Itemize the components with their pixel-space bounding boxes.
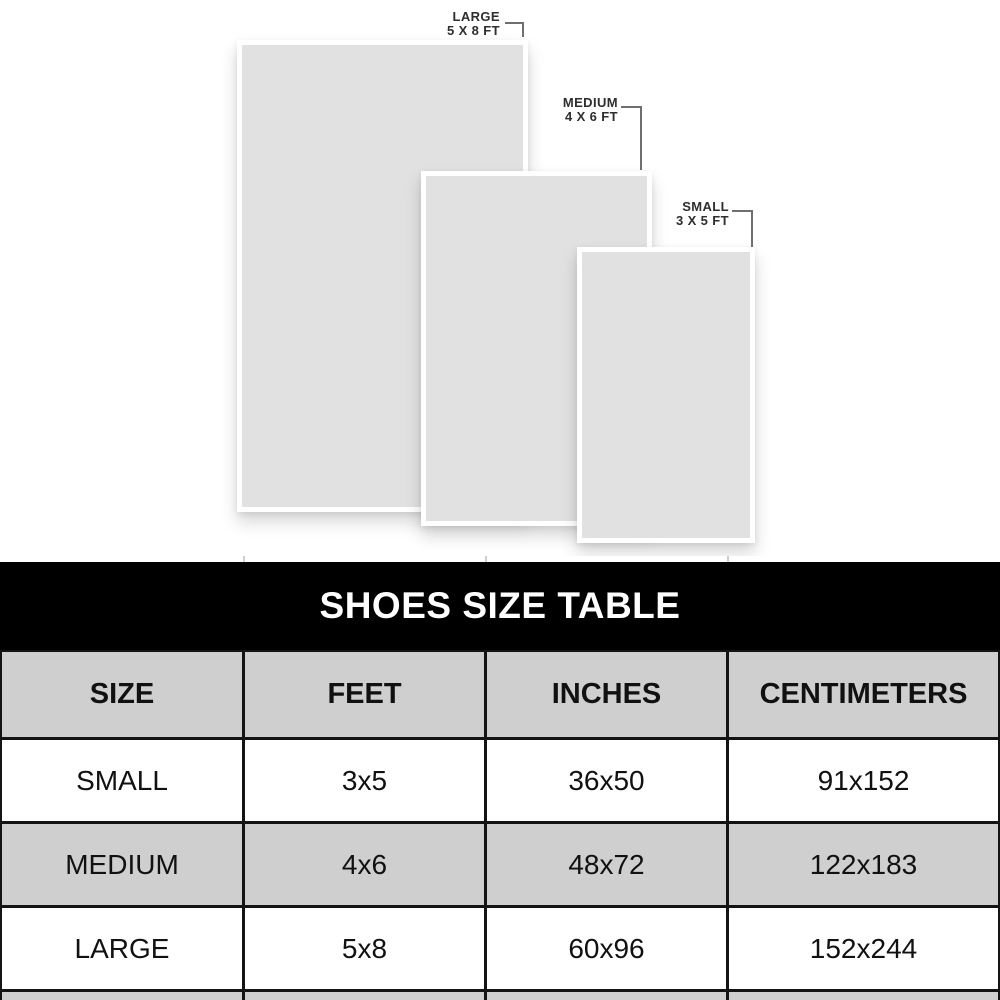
table-cell-medium-centimeters: 122x183 — [729, 824, 998, 905]
table-partial-row-cell — [245, 992, 484, 1000]
table-cell-large-feet: 5x8 — [245, 908, 484, 989]
callout-large — [400, 10, 500, 38]
size-table-section — [0, 556, 1000, 1000]
callout-medium-dimensions: 4 X 6 FT — [564, 109, 618, 124]
column-header-feet: FEET — [245, 652, 484, 737]
callout-large-label: LARGE — [452, 9, 500, 24]
table-cell-small-size: SMALL — [2, 740, 242, 821]
callout-medium-label: MEDIUM — [562, 95, 618, 110]
callout-large-line-vertical — [522, 22, 524, 37]
table-cell-medium-size: MEDIUM — [2, 824, 242, 905]
table-partial-row-cell — [729, 992, 998, 1000]
table-cell-large-inches: 60x96 — [487, 908, 726, 989]
callout-large-dimensions: 5 X 8 FT — [446, 23, 500, 38]
swatch-small — [577, 247, 755, 543]
column-header-centimeters: CENTIMETERS — [729, 652, 998, 737]
table-title-band — [0, 562, 1000, 650]
table-cell-small-feet: 3x5 — [245, 740, 484, 821]
table-title: SHOES SIZE TABLE — [319, 585, 681, 626]
callout-medium — [520, 96, 618, 124]
column-header-size: SIZE — [2, 652, 242, 737]
table-cell-large-centimeters: 152x244 — [729, 908, 998, 989]
size-table — [0, 650, 1000, 1000]
callout-small-dimensions: 3 X 5 FT — [675, 213, 729, 228]
table-cell-small-inches: 36x50 — [487, 740, 726, 821]
table-top-strip-divider — [485, 556, 487, 562]
callout-small-label: SMALL — [682, 199, 729, 214]
table-cell-small-centimeters: 91x152 — [729, 740, 998, 821]
callout-small-line-horizontal — [732, 210, 753, 212]
callout-small — [630, 200, 729, 228]
callout-small-line-vertical — [751, 210, 753, 247]
table-top-strip-divider — [243, 556, 245, 562]
table-top-strip — [0, 556, 1000, 562]
table-cell-medium-feet: 4x6 — [245, 824, 484, 905]
table-top-strip-divider — [727, 556, 729, 562]
table-partial-row-cell — [487, 992, 726, 1000]
callout-medium-line-vertical — [640, 106, 642, 170]
table-cell-large-size: LARGE — [2, 908, 242, 989]
table-cell-medium-inches: 48x72 — [487, 824, 726, 905]
callout-medium-line-horizontal — [621, 106, 642, 108]
column-header-inches: INCHES — [487, 652, 726, 737]
table-partial-row-cell — [2, 992, 242, 1000]
